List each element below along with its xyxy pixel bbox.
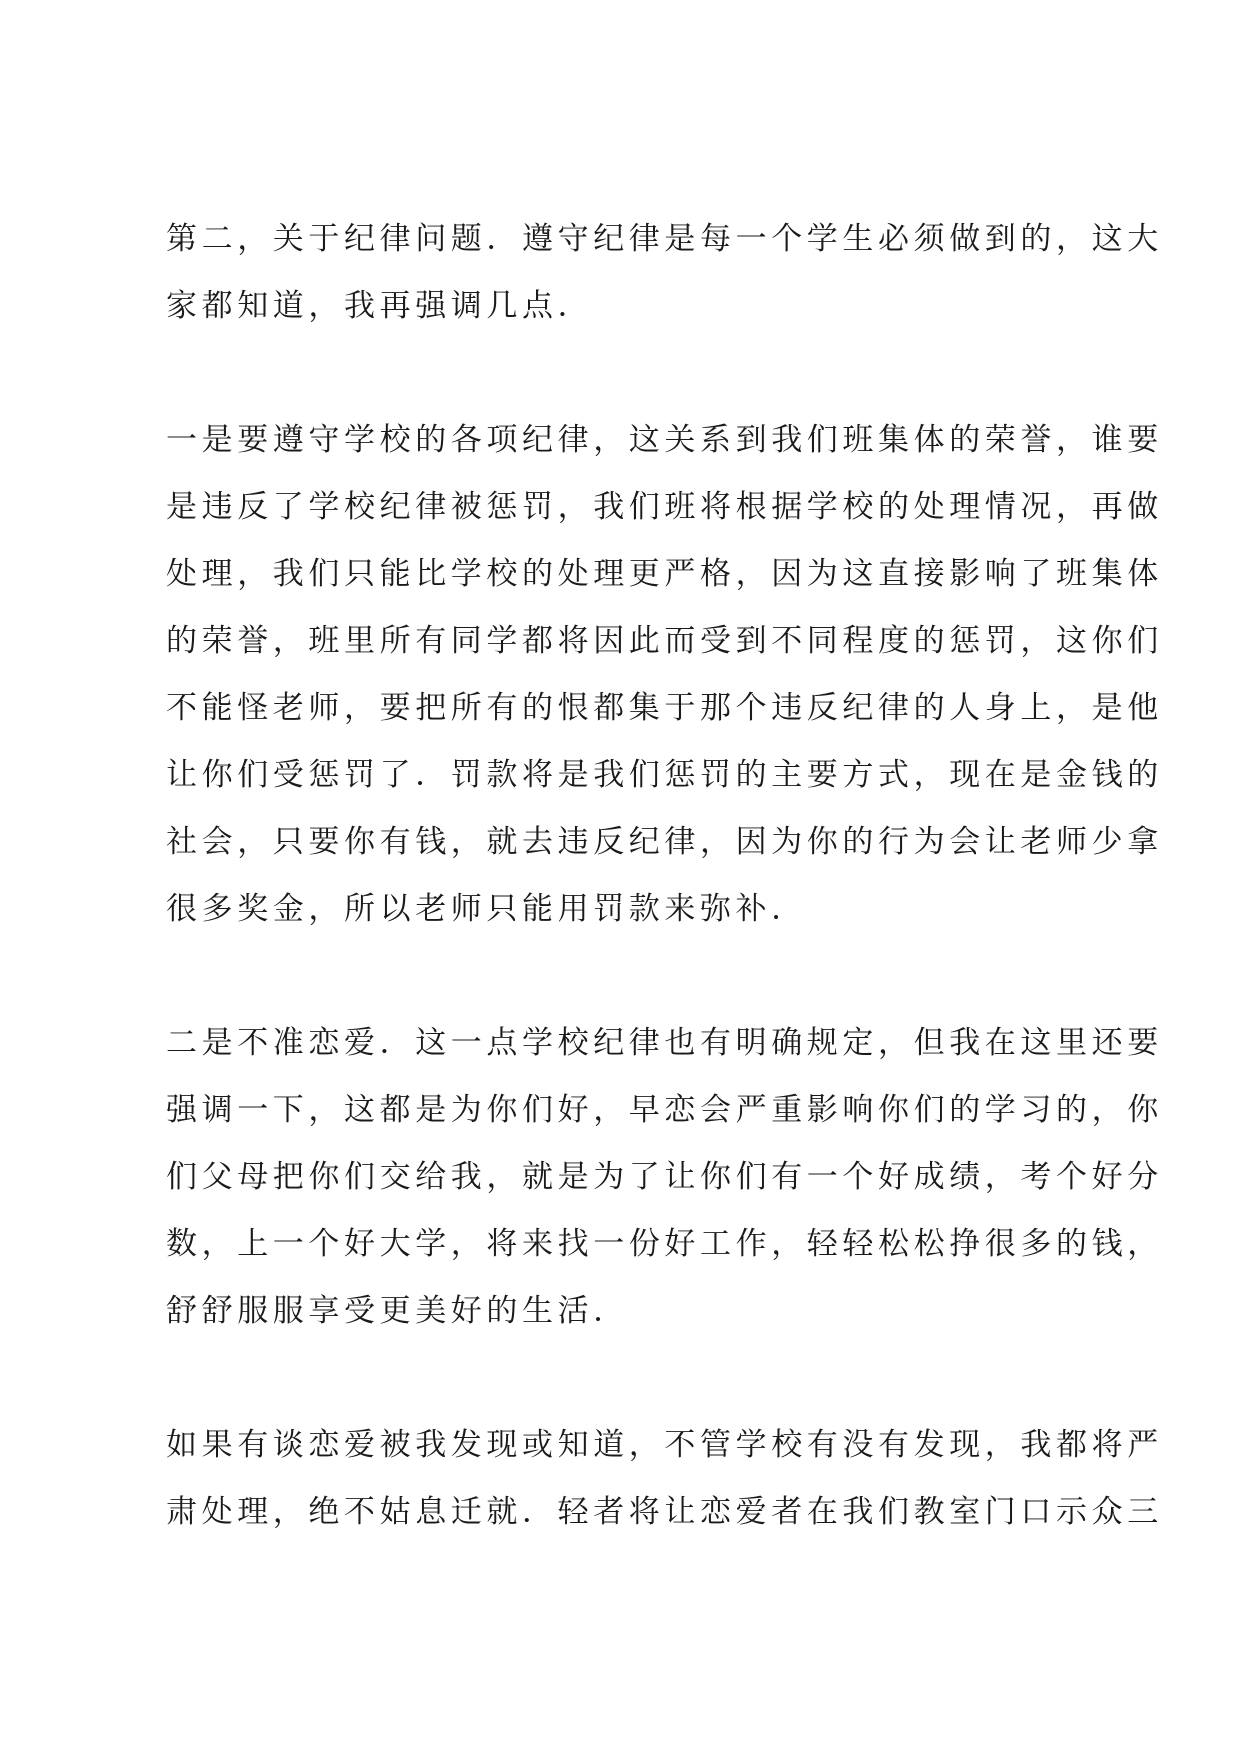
- text-line: 强调一下，这都是为你们好，早恋会严重影响你们的学习的，你: [166, 1092, 1163, 1128]
- text-line: 肃处理，绝不姑息迁就．轻者将让恋爱者在我们教室门口示众三: [166, 1494, 1163, 1530]
- paragraph-spacer: [166, 356, 1086, 423]
- paragraph-spacer: [166, 959, 1086, 1026]
- text-line: 数，上一个好大学，将来找一份好工作，轻轻松松挣很多的钱，: [166, 1226, 1163, 1262]
- text-line: 是违反了学校纪律被惩罚，我们班将根据学校的处理情况，再做: [166, 489, 1163, 525]
- paragraph-penalty: [166, 1427, 1163, 1562]
- text-line: 的荣誉，班里所有同学都将因此而受到不同程度的惩罚，这你们: [166, 623, 1163, 659]
- text-line: 第二，关于纪律问题．遵守纪律是每一个学生必须做到的，这大: [166, 221, 1163, 257]
- text-line: 如果有谈恋爱被我发现或知道，不管学校有没有发现，我都将严: [166, 1427, 1163, 1463]
- document-body: [166, 221, 1163, 1562]
- text-line: 很多奖金，所以老师只能用罚款来弥补．: [166, 891, 807, 927]
- text-line: 们父母把你们交给我，就是为了让你们有一个好成绩，考个好分: [166, 1159, 1163, 1195]
- text-line: 处理，我们只能比学校的处理更严格，因为这直接影响了班集体: [166, 556, 1163, 592]
- text-line: 不能怪老师，要把所有的恨都集于那个违反纪律的人身上，是他: [166, 690, 1163, 726]
- paragraph-no-dating: [166, 1025, 1163, 1361]
- text-line: 一是要遵守学校的各项纪律，这关系到我们班集体的荣誉，谁要: [166, 422, 1163, 458]
- paragraph-discipline-intro: [166, 221, 1163, 356]
- text-line: 社会，只要你有钱，就去违反纪律，因为你的行为会让老师少拿: [166, 824, 1163, 860]
- text-line: 家都知道，我再强调几点．: [166, 288, 594, 324]
- paragraph-spacer: [166, 1361, 1086, 1428]
- text-line: 舒舒服服享受更美好的生活．: [166, 1293, 629, 1329]
- text-line: 让你们受惩罚了．罚款将是我们惩罚的主要方式，现在是金钱的: [166, 757, 1163, 793]
- paragraph-school-rules: [166, 422, 1163, 959]
- text-line: 二是不准恋爱．这一点学校纪律也有明确规定，但我在这里还要: [166, 1025, 1163, 1061]
